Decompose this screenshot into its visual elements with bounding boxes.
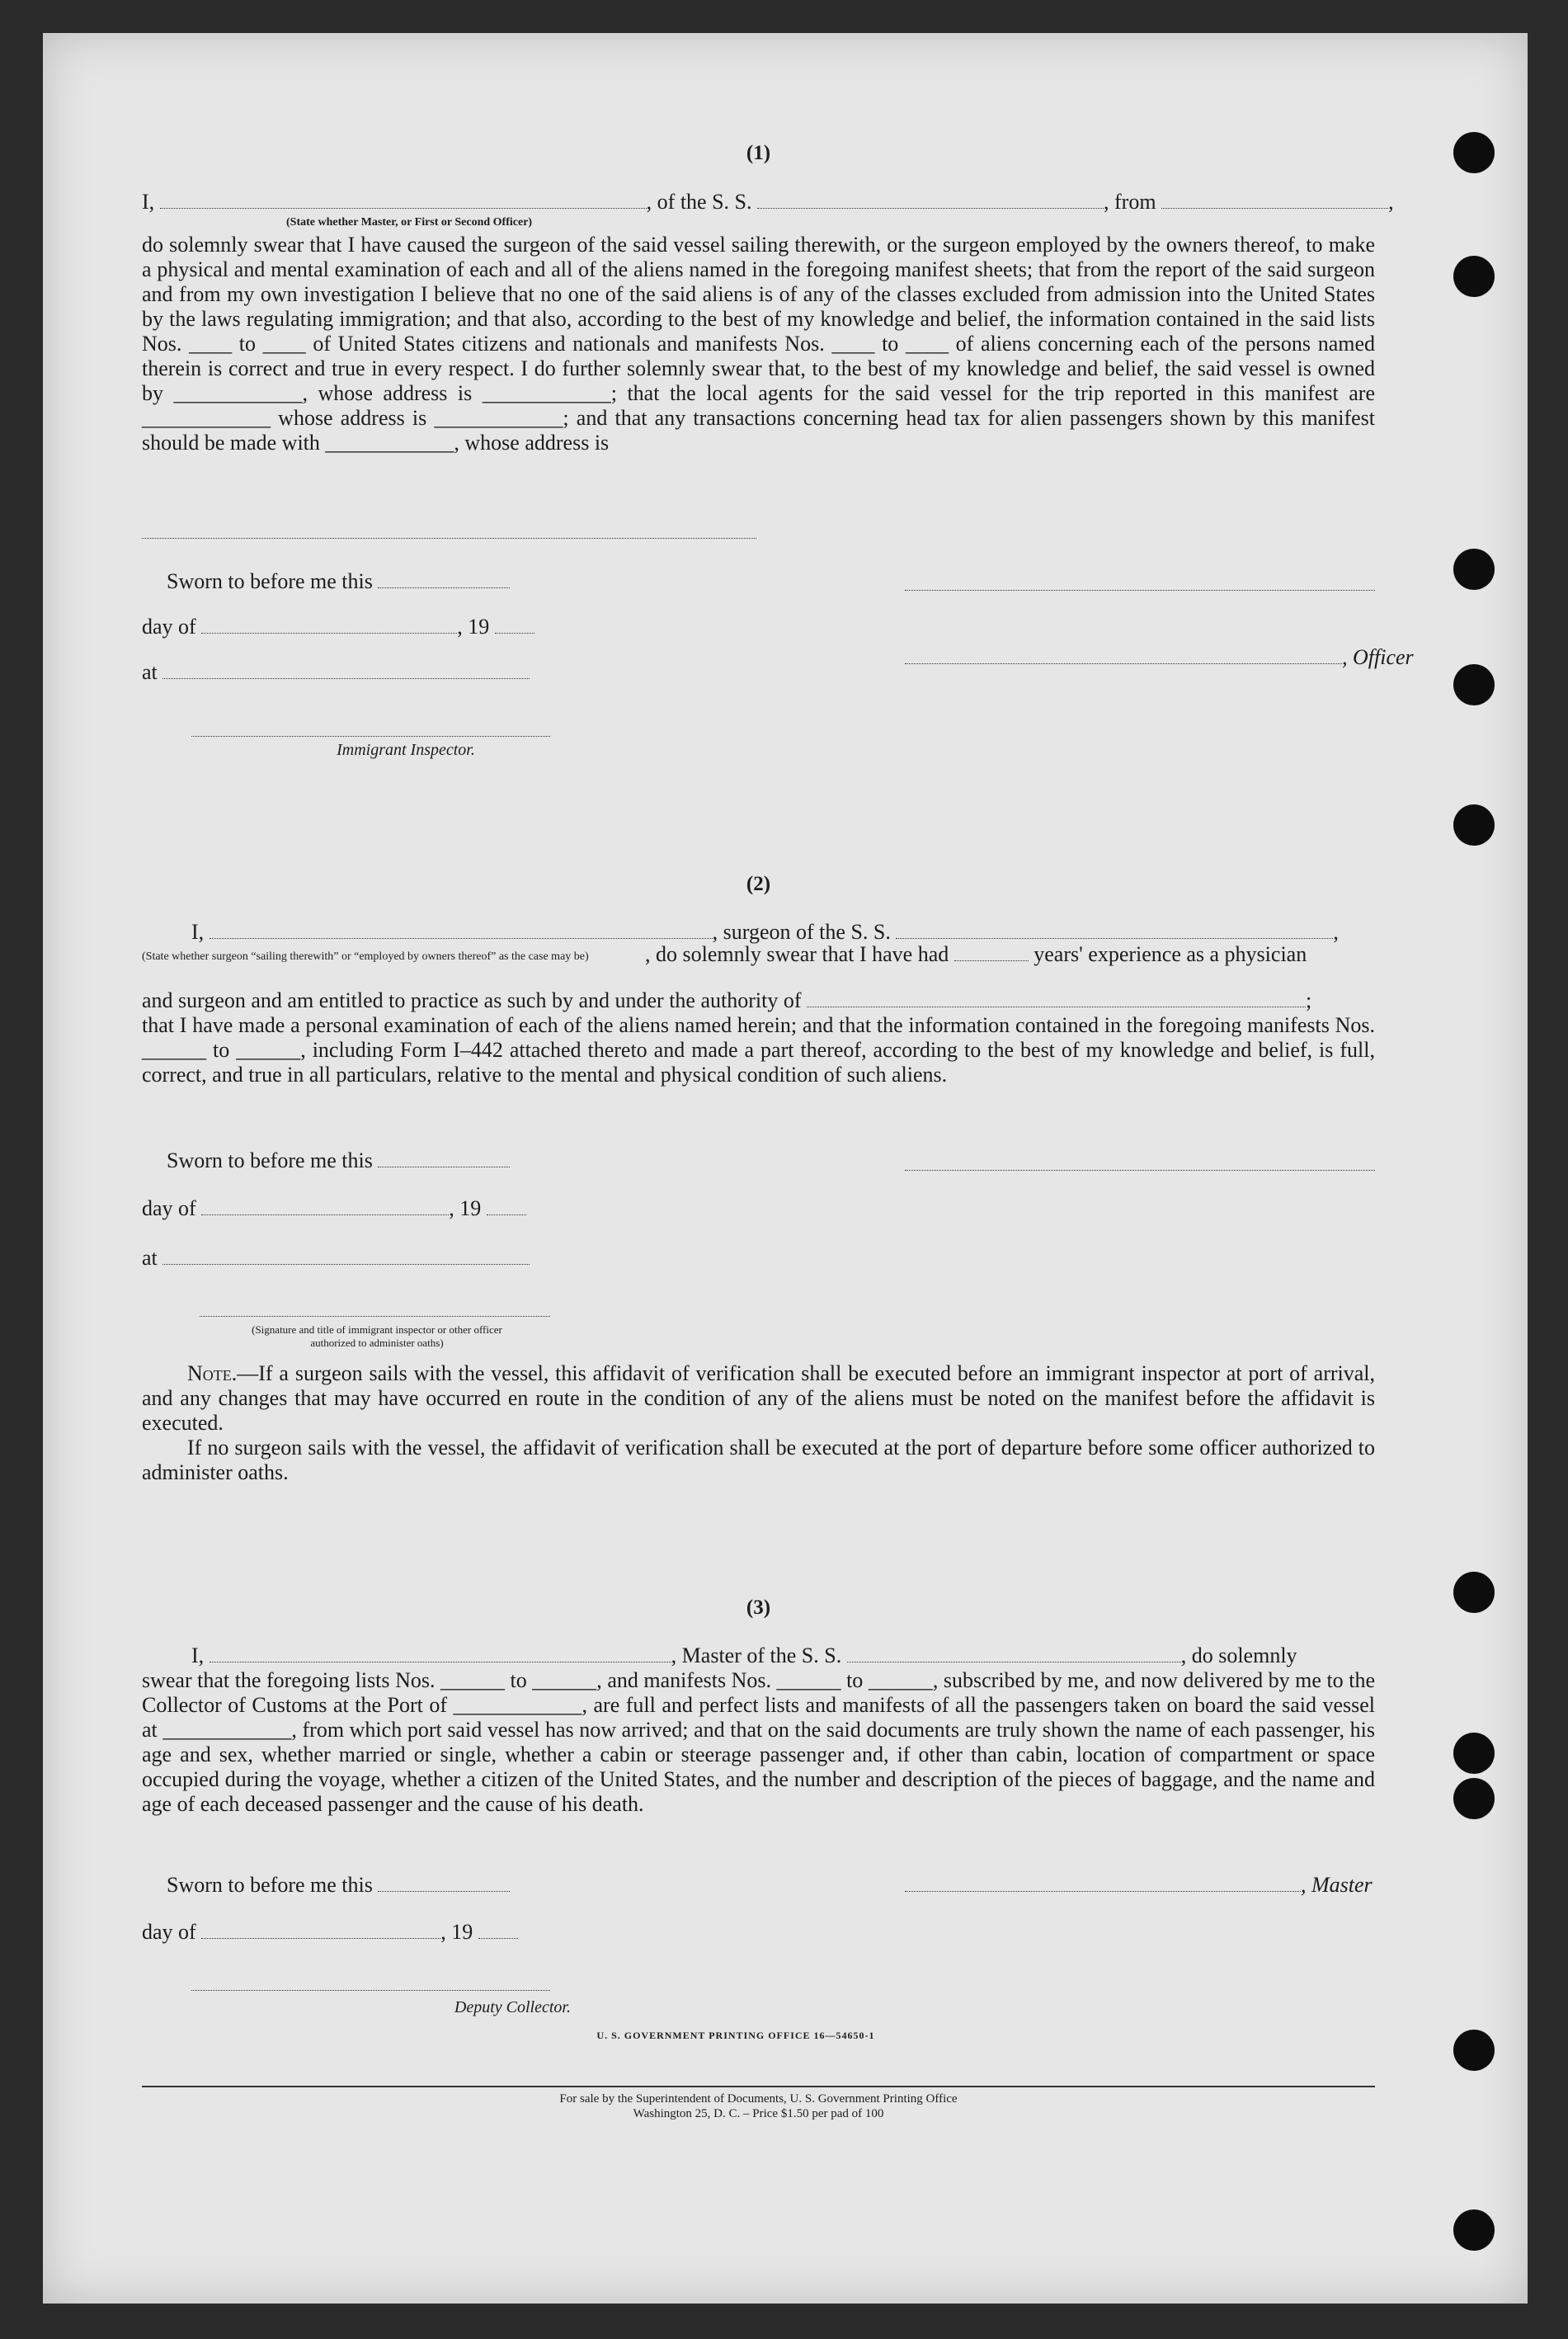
note-paragraph-2: If no surgeon sails with the vessel, the affidavit of verification shall be executed at the port of departure before some officer authorized to administer oaths. [142, 1436, 1375, 1484]
section-3-number: (3) [746, 1596, 771, 1619]
vessel-name-field[interactable] [757, 191, 1104, 209]
month-field[interactable] [201, 616, 457, 634]
from-label: , from [1104, 190, 1156, 214]
inspector-caption: Immigrant Inspector. [337, 741, 475, 759]
surgeon-caption: (State whether surgeon “sailing therewith” or “employed by owners thereof” as the case may be) [142, 950, 589, 963]
punch-hole [1453, 549, 1495, 590]
master-signature-field[interactable] [905, 1875, 1301, 1892]
signature-caption: (Signature and title of immigrant inspector or other officer authorized to administer oaths) [252, 1323, 502, 1349]
section-2-oath-line: I, , surgeon of the S. S. , [191, 920, 1339, 944]
punch-hole [1453, 1778, 1495, 1819]
deputy-caption: Deputy Collector. [454, 1998, 571, 2016]
departure-port-field[interactable] [1161, 191, 1388, 209]
day-of-line-2: day of , 19 [142, 1196, 1375, 1221]
footer-line-1: For sale by the Superintendent of Documents, U. S. Government Printing Office [559, 2092, 958, 2106]
printing-office-mark: U. S. GOVERNMENT PRINTING OFFICE 16—54650-1 [596, 2030, 875, 2041]
authority-field[interactable] [807, 990, 1306, 1007]
of-ss-label: , of the S. S. [646, 190, 752, 214]
at-line-2: at [142, 1246, 1375, 1271]
punch-hole [1453, 1733, 1495, 1774]
at-line: at [142, 660, 1375, 685]
footer-line-2: Washington 25, D. C. – Price $1.50 per pad of 100 [633, 2107, 884, 2120]
authorized-signature-field[interactable] [200, 1316, 550, 1317]
year-field-2[interactable] [487, 1198, 526, 1215]
sworn-label: Sworn to before me this [167, 569, 1400, 594]
deputy-signature-field[interactable] [191, 1990, 550, 1991]
year-field[interactable] [495, 616, 534, 634]
surgeon-name-field[interactable] [210, 922, 713, 939]
sworn-date-field-3[interactable] [378, 1875, 510, 1892]
month-field-2[interactable] [201, 1198, 449, 1215]
punch-hole [1453, 2209, 1495, 2251]
section-2-number: (2) [746, 873, 771, 895]
year-field-3[interactable] [478, 1922, 518, 1939]
note-paragraph: Note.—If a surgeon sails with the vessel, this affidavit of verification shall be executed before an immigrant inspector at port of arrival, and any changes that may have occurred en route in the condition of any of the aliens must be noted on the manifest before the affidavit is executed. [142, 1361, 1375, 1435]
sworn-label-2: Sworn to before me this [167, 1148, 1400, 1173]
at-place-field-2[interactable] [162, 1247, 530, 1265]
punch-hole [1453, 1572, 1495, 1613]
sworn-date-field[interactable] [378, 571, 510, 588]
sworn-label-3: Sworn to before me this [167, 1873, 1400, 1898]
sworn-date-field-2[interactable] [378, 1150, 510, 1167]
at-place-field[interactable] [162, 662, 530, 679]
surgeon-vessel-field[interactable] [896, 922, 1333, 939]
master-vessel-field[interactable] [847, 1645, 1181, 1662]
footer-rule [142, 2086, 1375, 2087]
punch-hole [1453, 132, 1495, 173]
punch-hole [1453, 664, 1495, 705]
officer-signature-field[interactable] [905, 590, 1375, 591]
officer-line: , Officer [905, 645, 1375, 670]
day-of-line-3: day of , 19 [142, 1920, 1375, 1945]
section-1-number: (1) [746, 142, 771, 164]
section-2-body: that I have made a personal examination of each of the aliens named herein; and that the information contained in the foregoing manifests Nos. ______ to ______, including Form I–442 attached thereto and made a part thereof, according to the best of my knowledge and belief, is full, correct, and true in all particulars, relative to the mental and physical condition of such aliens. [142, 1013, 1375, 1087]
authority-line: and surgeon and am entitled to practice as such by and under the authority of ; [142, 988, 1312, 1012]
i-label: I, [142, 190, 155, 214]
punch-hole [1453, 256, 1495, 297]
officer-name-field[interactable] [160, 191, 647, 209]
years-field[interactable] [954, 944, 1029, 961]
surgeon-signature-field[interactable] [905, 1170, 1375, 1171]
punch-hole [1453, 2030, 1495, 2071]
master-name-field[interactable] [210, 1645, 671, 1662]
experience-line: , do solemnly swear that I have had years' experience as a physician [645, 942, 1307, 966]
inspector-signature-field[interactable] [191, 736, 550, 737]
month-field-3[interactable] [201, 1922, 440, 1939]
officer-caption: (State whether Master, or First or Second Officer) [286, 216, 533, 229]
section-1-body: do solemnly swear that I have caused the surgeon of the said vessel sailing therewith, or the surgeon employed by the owners thereof, to make a physical and mental examination of each and all of the aliens named in the foregoing manifest sheets; that from the report of the said surgeon and from my own investigation I believe that no one of the said aliens is of any of the classes excluded from admission into the United States by the laws regulating immigration; and that also, according to the best of my knowledge and belief, the information contained in the said lists Nos. ____ to ____ of United States citizens and nationals and manifests Nos. ____ to ____ of aliens concerning each of the persons named therein is correct and true in every respect. I do further solemnly swear that, to the best of my knowledge and belief, the said vessel is owned by ____________, whose address is ____________; that the local agents for the said vessel for the trip reported in this manifest are ____________ whose address is ____________; and that any transactions concerning head tax for alien passengers shown by this manifest should be made with ____________, whose address is [142, 233, 1375, 455]
punch-hole [1453, 804, 1495, 846]
section-3-oath-line: I, , Master of the S. S. , do solemnly [191, 1643, 1297, 1667]
master-line: , Master [905, 1873, 1375, 1898]
document-page [43, 33, 1528, 2304]
section-1-oath-line: I, , of the S. S. , from , [142, 190, 1394, 214]
day-of-line: day of , 19 [142, 615, 1375, 639]
address-field[interactable] [142, 538, 756, 539]
section-3-body: swear that the foregoing lists Nos. ______ to ______, and manifests Nos. ______ to ______, subscribed by me, and now delivered by me to the Collector of Customs at the Port of ____________, are full and perfect lists and manifests of all the passengers taken on board the said vessel at ____________, from which port said vessel has now arrived; and that on the said documents are truly shown the name of each passenger, his age and sex, whether married or single, whether a cabin or steerage passenger and, if other than cabin, location of compartment or space occupied during the voyage, whether a citizen of the United States, and the number and description of the pieces of baggage, and the name and age of each deceased passenger and the cause of his death. [142, 1668, 1375, 1816]
